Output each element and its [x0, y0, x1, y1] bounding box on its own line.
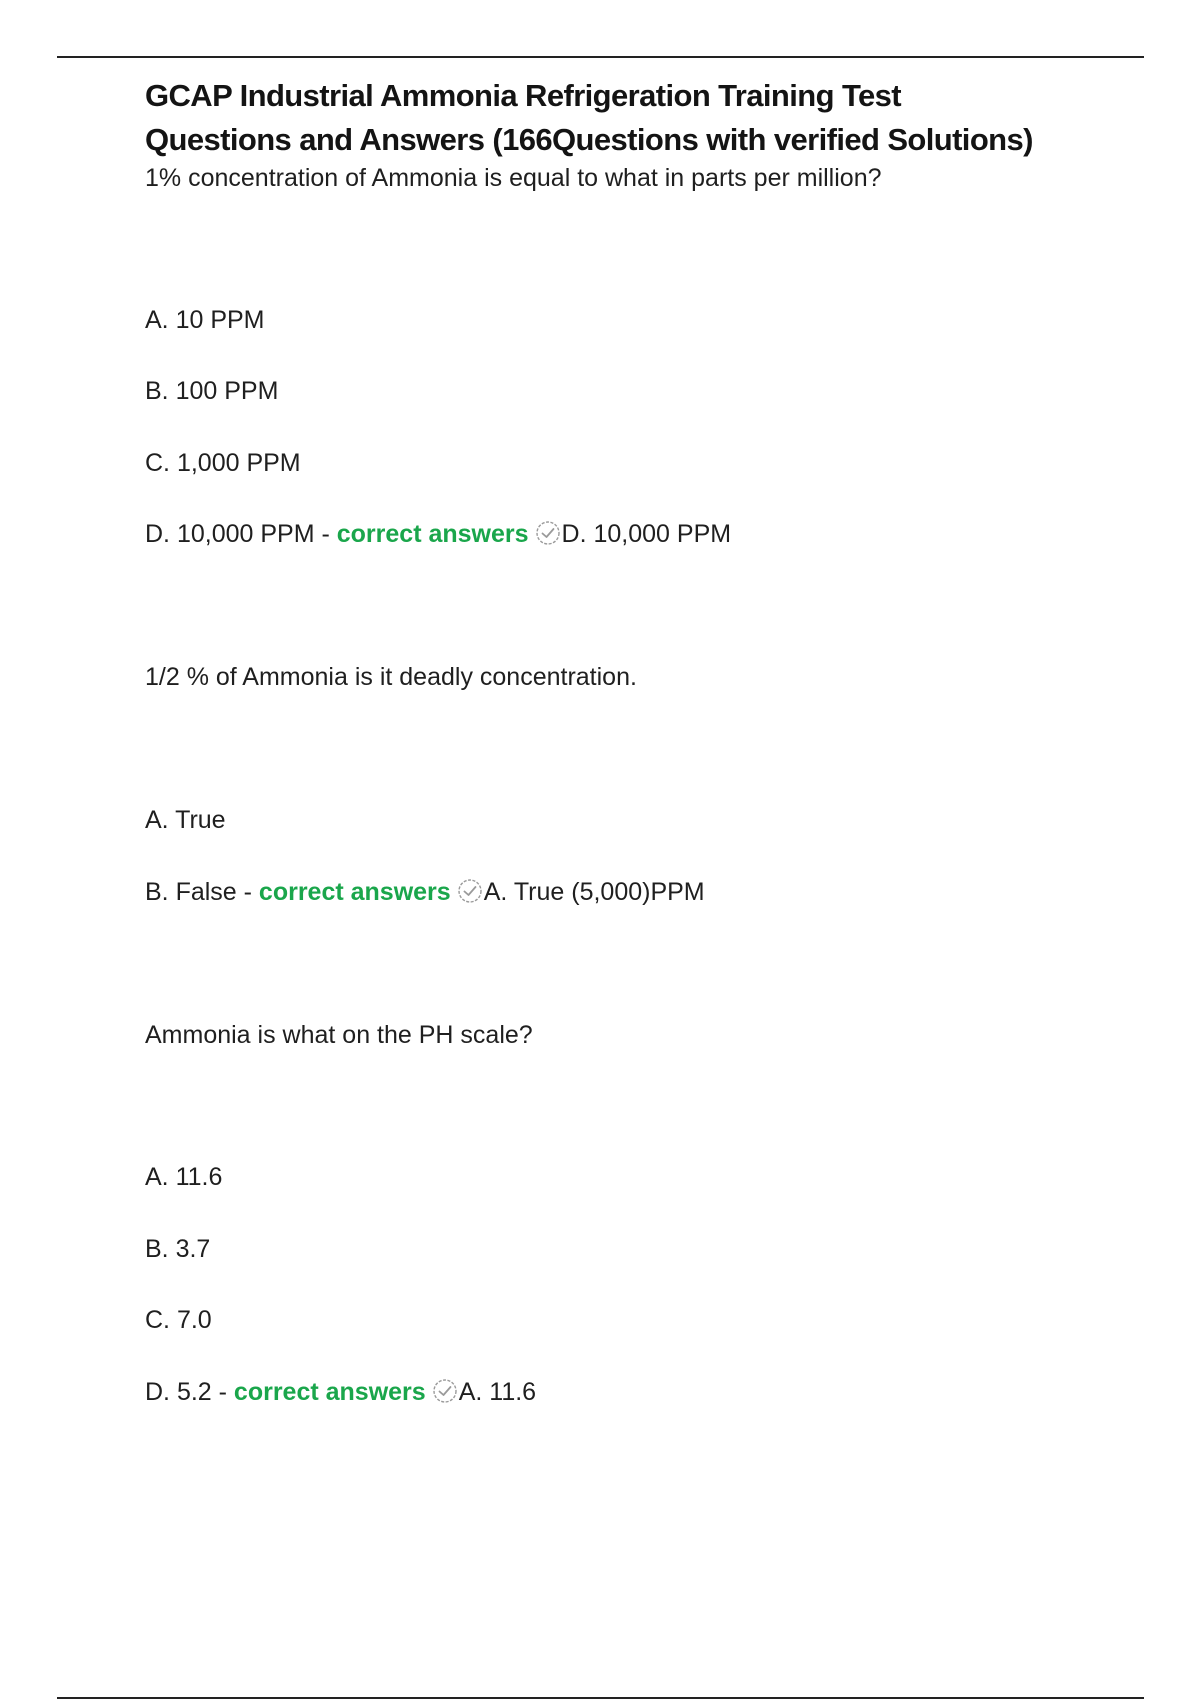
- question-text: 1% concentration of Ammonia is equal to what in parts per million?: [145, 164, 882, 192]
- question-text: 1/2 % of Ammonia is it deadly concentration.: [145, 663, 637, 691]
- option-c: C. 1,000 PPM: [145, 449, 301, 477]
- option-b-with-answer: [145, 874, 705, 910]
- bottom-rule: [57, 1697, 1144, 1699]
- answer-separator: -: [211, 1378, 234, 1406]
- correct-answers-label: correct answers: [233, 1378, 426, 1406]
- document-page: [145, 74, 1145, 1406]
- option-d: D. 10,000 PPM: [145, 520, 315, 548]
- correct-answers-label: correct answers: [258, 878, 451, 906]
- document-title: [145, 74, 1145, 162]
- option-c: C. 7.0: [145, 1306, 212, 1334]
- option-b: B. False: [145, 878, 237, 906]
- answer-text: A. 11.6: [458, 1378, 537, 1406]
- option-a: A. 11.6: [145, 1163, 223, 1191]
- correct-answers-label: correct answers: [336, 520, 529, 548]
- check-badge-icon: [457, 878, 483, 904]
- option-a: A. True: [145, 806, 226, 834]
- document-title-line-2: Questions and Answers (166Questions with verified Solutions): [145, 122, 1033, 157]
- option-b: B. 100 PPM: [145, 377, 279, 405]
- option-a: A. 10 PPM: [145, 306, 265, 334]
- top-rule: [57, 56, 1144, 58]
- check-badge-icon: [535, 520, 561, 546]
- answer-text: D. 10,000 PPM: [561, 520, 732, 548]
- question-text: Ammonia is what on the PH scale?: [145, 1021, 533, 1049]
- option-d: D. 5.2: [145, 1378, 212, 1406]
- option-b: B. 3.7: [145, 1235, 211, 1263]
- answer-separator: -: [236, 878, 259, 906]
- check-badge-icon: [432, 1378, 458, 1404]
- option-d-with-answer: [145, 516, 731, 552]
- document-title-line-1: GCAP Industrial Ammonia Refrigeration Training Test: [145, 78, 901, 113]
- answer-separator: -: [314, 520, 337, 548]
- answer-text: A. True (5,000)PPM: [483, 878, 705, 906]
- option-d-with-answer: [145, 1374, 536, 1410]
